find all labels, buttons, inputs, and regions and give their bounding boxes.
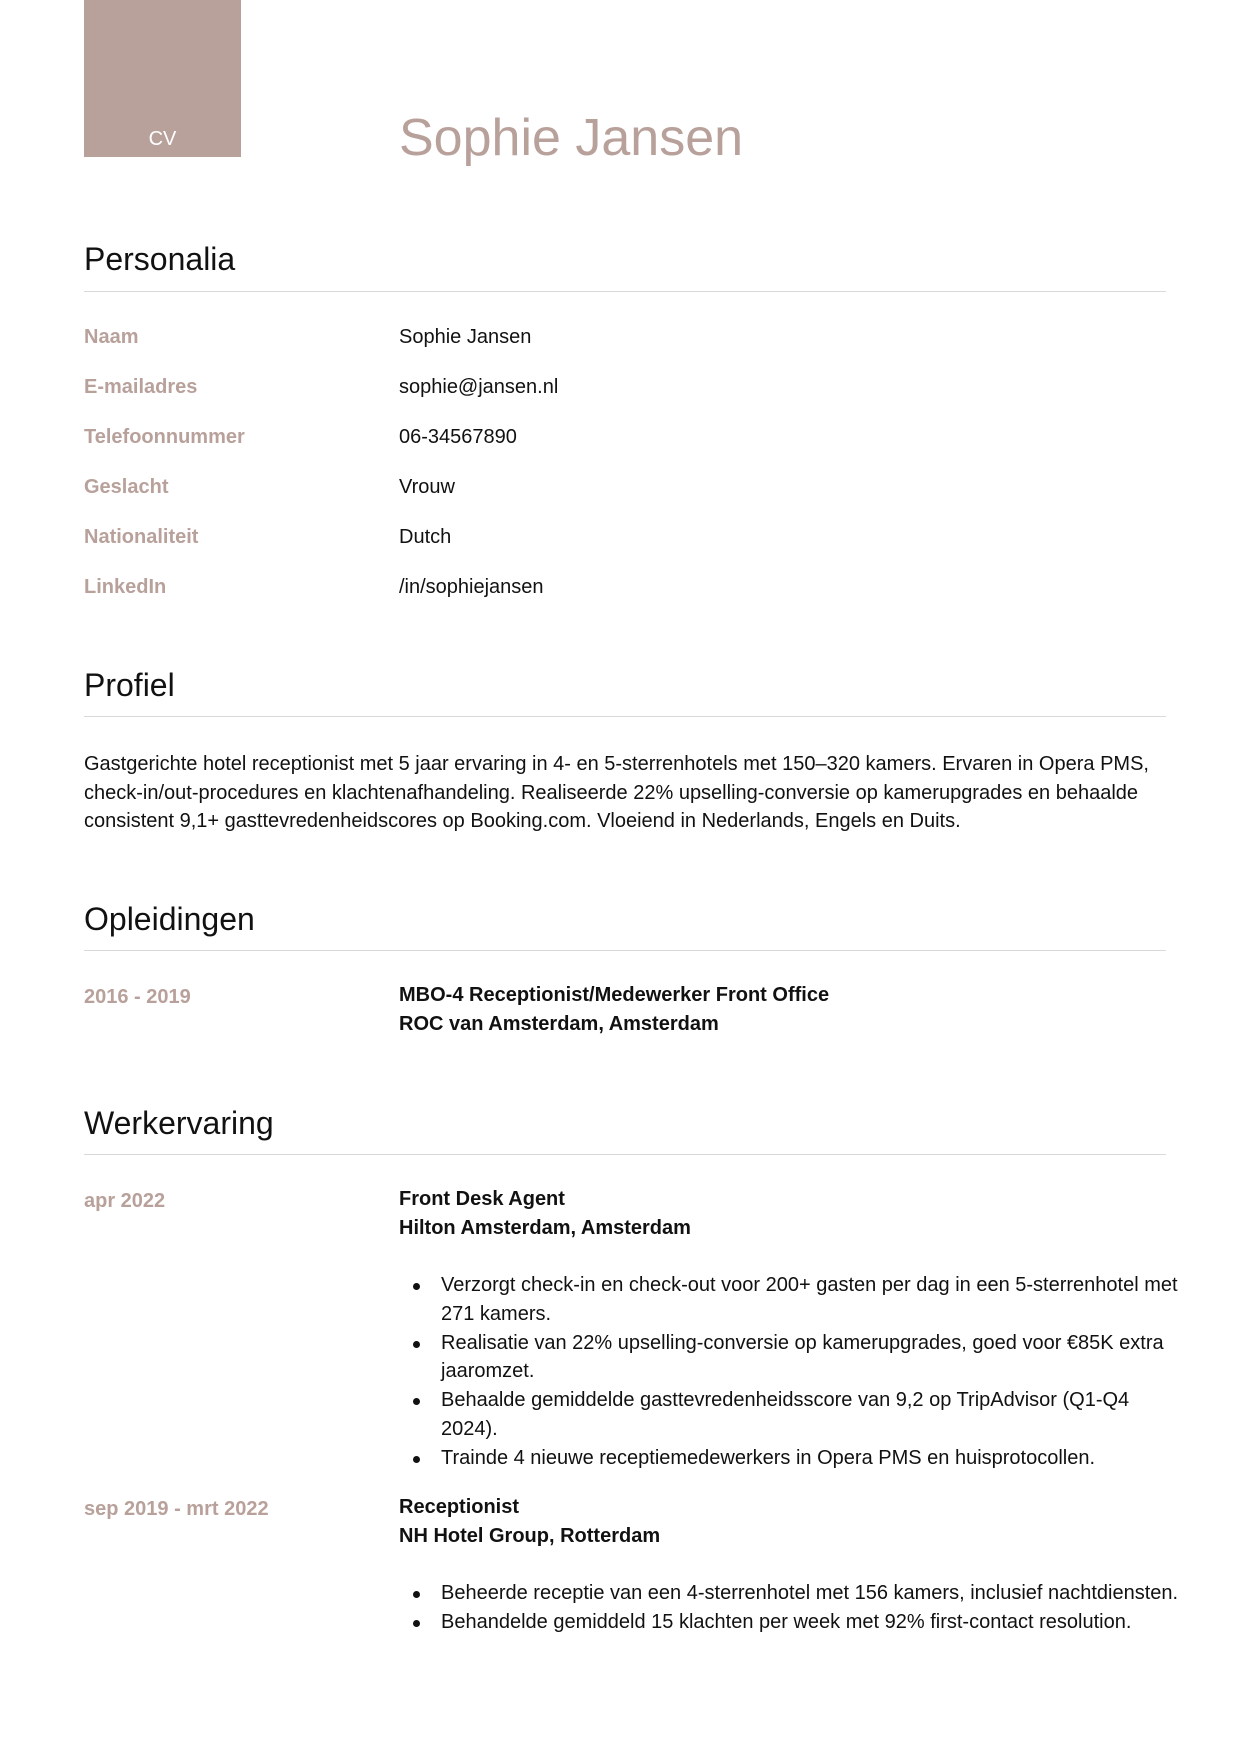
personalia-label-email: E-mailadres [84, 376, 198, 398]
bullet-icon [413, 1398, 420, 1405]
job-title: Receptionist [399, 1496, 520, 1518]
bullet-icon [413, 1591, 420, 1598]
list-item-text: Behandelde gemiddeld 15 klachten per week met 92% first-contact resolution. [441, 1610, 1132, 1633]
section-heading-personalia: Personalia [84, 241, 236, 277]
job-company: Hilton Amsterdam, Amsterdam [399, 1217, 691, 1239]
section-divider [84, 1154, 1166, 1155]
personalia-label-telefoon: Telefoonnummer [84, 426, 245, 448]
bullet-icon [413, 1456, 420, 1463]
personalia-value-email: sophie@jansen.nl [399, 376, 559, 398]
section-divider [84, 291, 1166, 292]
personalia-value-geslacht: Vrouw [399, 476, 455, 498]
bullet-icon [413, 1341, 420, 1348]
list-item [441, 1386, 1179, 1444]
education-title: MBO-4 Receptionist/Medewerker Front Office [399, 984, 830, 1006]
list-item-text: Verzorgt check-in en check-out voor 200+ gasten per dag in een 5-sterrenhotel met 271 kamers. [441, 1274, 1178, 1325]
profile-summary: Gastgerichte hotel receptionist met 5 jaar ervaring in 4- en 5-sterrenhotels met 150–320 kamers. Ervaren in Opera PMS, check-in/out-procedures en klachtenafhandeling. Realiseerde 22% upselling-conversie op kamerupgrades en behaalde consistent 9,1+ gasttevredenheidscores op Booking.com. Vloeiend in Nederlands, Engels en Duits. [84, 753, 1149, 832]
section-divider [84, 716, 1166, 717]
list-item-text: Beheerde receptie van een 4-sterrenhotel met 156 kamers, inclusief nachtdiensten. [441, 1582, 1179, 1604]
personalia-label-geslacht: Geslacht [84, 476, 169, 498]
job-title: Front Desk Agent [399, 1188, 565, 1210]
job-company: NH Hotel Group, Rotterdam [399, 1525, 661, 1547]
personalia-value-linkedin: /in/sophiejansen [399, 576, 544, 598]
job-bullet-list [399, 1579, 1179, 1637]
list-item [441, 1329, 1179, 1387]
job-period: apr 2022 [84, 1190, 166, 1212]
education-institution: ROC van Amsterdam, Amsterdam [399, 1013, 719, 1035]
list-item-text: Trainde 4 nieuwe receptiemedewerkers in Opera PMS en huisprotocollen. [441, 1446, 1096, 1469]
education-period: 2016 - 2019 [84, 986, 191, 1008]
personalia-value-nationaliteit: Dutch [399, 526, 452, 548]
section-heading-werkervaring: Werkervaring [84, 1105, 274, 1141]
personalia-label-naam: Naam [84, 326, 139, 348]
list-item [441, 1579, 1179, 1608]
job-bullet-list [399, 1271, 1179, 1473]
list-item [441, 1444, 1179, 1473]
list-item [441, 1608, 1179, 1637]
section-heading-opleidingen: Opleidingen [84, 901, 255, 937]
list-item [441, 1271, 1179, 1329]
cv-badge: CV [84, 0, 241, 157]
bullet-icon [413, 1283, 420, 1290]
personalia-value-naam: Sophie Jansen [399, 326, 532, 348]
personalia-label-nationaliteit: Nationaliteit [84, 526, 199, 548]
list-item-text: Behaalde gemiddelde gasttevredenheidsscore van 9,2 op TripAdvisor (Q1-Q4 2024). [441, 1389, 1130, 1440]
personalia-label-linkedin: LinkedIn [84, 576, 167, 598]
bullet-icon [413, 1620, 420, 1627]
section-divider [84, 950, 1166, 951]
list-item-text: Realisatie van 22% upselling-conversie op kamerupgrades, goed voor €85K extra jaaromzet. [441, 1331, 1164, 1383]
job-period: sep 2019 - mrt 2022 [84, 1498, 269, 1520]
section-heading-profiel: Profiel [84, 667, 175, 703]
personalia-value-telefoon: 06-34567890 [399, 426, 517, 448]
page-title: Sophie Jansen [399, 109, 744, 167]
